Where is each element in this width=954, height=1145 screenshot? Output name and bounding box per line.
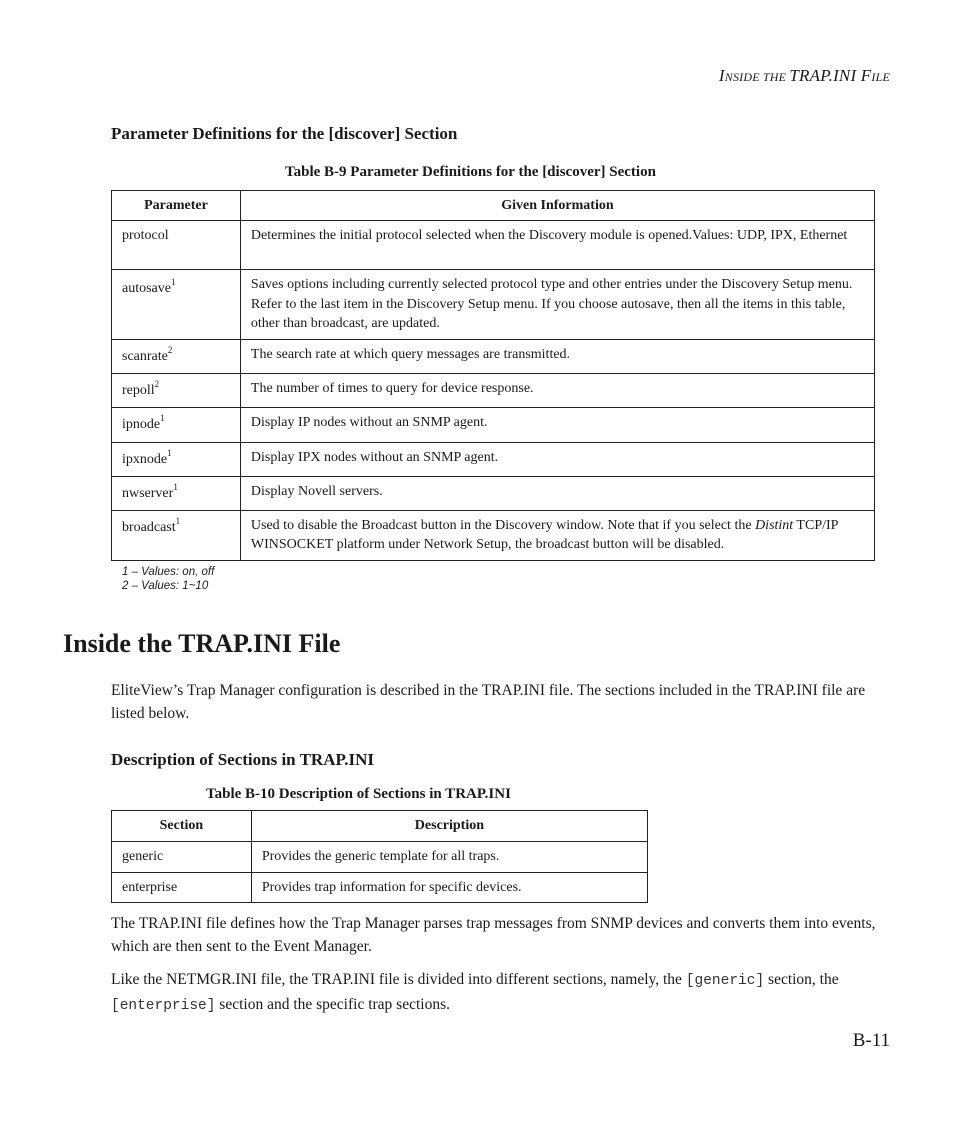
column-header-description: Description: [251, 811, 647, 842]
footnote-ref: 1: [173, 481, 178, 492]
intro-paragraph: EliteView’s Trap Manager configuration is described in the TRAP.INI file. The sections included in the TRAP.INI file are listed below.: [111, 682, 866, 722]
param-cell: [112, 221, 240, 251]
info-cell: Saves options including currently selected protocol type and other entries under the Discovery Setup menu. Refer to the last item in the Discovery Setup menu. If you choose autosave, then all the items in this table, other than broadcast, are updated.: [250, 277, 853, 331]
param-name: nwserver: [122, 485, 174, 501]
table-row: [112, 407, 875, 442]
table-b9-header: [112, 191, 875, 221]
table-b10: [111, 810, 648, 903]
description-sections-heading: Description of Sections in TRAP.INI: [111, 750, 375, 769]
footnote-ref: 1: [175, 515, 181, 526]
table-b9: [111, 190, 875, 561]
footnote-2: 2 – Values: 1~10: [122, 580, 209, 592]
param-cell: [112, 340, 240, 372]
info-cell: Display IP nodes without an SNMP agent.: [250, 414, 488, 430]
info-cell: The number of times to query for device response.: [250, 380, 534, 396]
info-text: Used to disable the Broadcast button in the Discovery window. Note that if you select the: [250, 517, 756, 533]
column-header-parameter: Parameter: [112, 191, 241, 221]
param-cell: [112, 477, 240, 509]
info-cell: [241, 511, 874, 560]
code-enterprise: [enterprise]: [111, 998, 216, 1014]
table-row: [112, 221, 875, 270]
table-row: [112, 442, 875, 476]
info-cell: The search rate at which query messages are transmitted.: [250, 346, 571, 362]
discover-section-heading: Parameter Definitions for the [discover] Section: [111, 124, 458, 143]
footnote-ref: 2: [167, 344, 173, 355]
column-header-given-information: Given Information: [240, 191, 874, 221]
footnote-ref: 1: [160, 412, 165, 423]
description-cell: Provides the generic template for all traps.: [261, 849, 500, 864]
running-head: [719, 66, 890, 86]
param-name: autosave: [122, 281, 171, 296]
table-row: [112, 339, 875, 373]
column-header-section: Section: [112, 811, 252, 842]
table-row: [112, 842, 648, 873]
footnote-1: 1 – Values: on, off: [122, 566, 215, 578]
param-cell: [112, 374, 240, 406]
footnote-ref: 1: [167, 447, 172, 458]
table-row: [112, 872, 648, 903]
section-cell: generic: [122, 849, 164, 864]
table-b10-caption: Table B-10 Description of Sections in TRAP.INI: [206, 786, 511, 802]
section-cell: enterprise: [122, 879, 178, 895]
paragraph-text: section, the: [764, 971, 839, 988]
param-cell: [112, 511, 240, 543]
running-head-f: F: [856, 66, 872, 85]
table-b10-header: [112, 811, 648, 842]
info-text: TCP/IP WINSOCKET platform under Network Setup, the broadcast button will be disabled.: [250, 517, 838, 552]
footnote-ref: 1: [170, 277, 176, 288]
running-head-nside: NSIDE THE: [724, 70, 790, 84]
footnote-ref: 2: [154, 378, 160, 389]
table-row: [112, 510, 875, 560]
param-name: ipnode: [122, 416, 161, 432]
param-name: scanrate: [122, 348, 168, 364]
footnotes: [122, 565, 214, 593]
param-name: ipxnode: [122, 451, 168, 467]
info-cell: Display IPX nodes without an SNMP agent.: [250, 449, 499, 465]
info-cell: Display Novell servers.: [250, 483, 383, 499]
paragraph-trap-manager: The TRAP.INI file defines how the Trap Manager parses trap messages from SNMP devices and converts them into events, which are then sent to the Event Manager.: [111, 915, 876, 955]
param-cell: [112, 443, 240, 475]
param-name: repoll: [122, 382, 155, 398]
description-cell: Provides trap information for specific devices.: [261, 879, 522, 895]
param-name: broadcast: [122, 519, 176, 535]
table-b9-caption: Table B-9 Parameter Definitions for the [discover] Section: [285, 164, 656, 180]
info-italic-text: Distint: [755, 517, 794, 533]
running-head-i: I: [718, 66, 725, 85]
param-cell: [112, 270, 240, 304]
info-cell: Determines the initial protocol selected when the Discovery module is opened.Values: UDP, IPX, Ethernet: [250, 228, 848, 243]
param-name: protocol: [122, 228, 169, 243]
table-row: [112, 270, 875, 340]
code-generic: [generic]: [685, 973, 765, 989]
param-cell: [112, 408, 240, 440]
table-row: [112, 373, 875, 407]
table-row: [112, 476, 875, 510]
running-head-ile: ILE: [871, 70, 890, 84]
paragraph-sections: [111, 968, 891, 1018]
paragraph-text: section and the specific trap sections.: [215, 996, 450, 1013]
page-number: B-11: [852, 1030, 890, 1051]
running-head-trapini: TRAP.INI: [789, 66, 857, 85]
trap-ini-title: Inside the TRAP.INI File: [63, 629, 341, 658]
paragraph-text: Like the NETMGR.INI file, the TRAP.INI file is divided into different sections, namely, the: [111, 971, 686, 988]
